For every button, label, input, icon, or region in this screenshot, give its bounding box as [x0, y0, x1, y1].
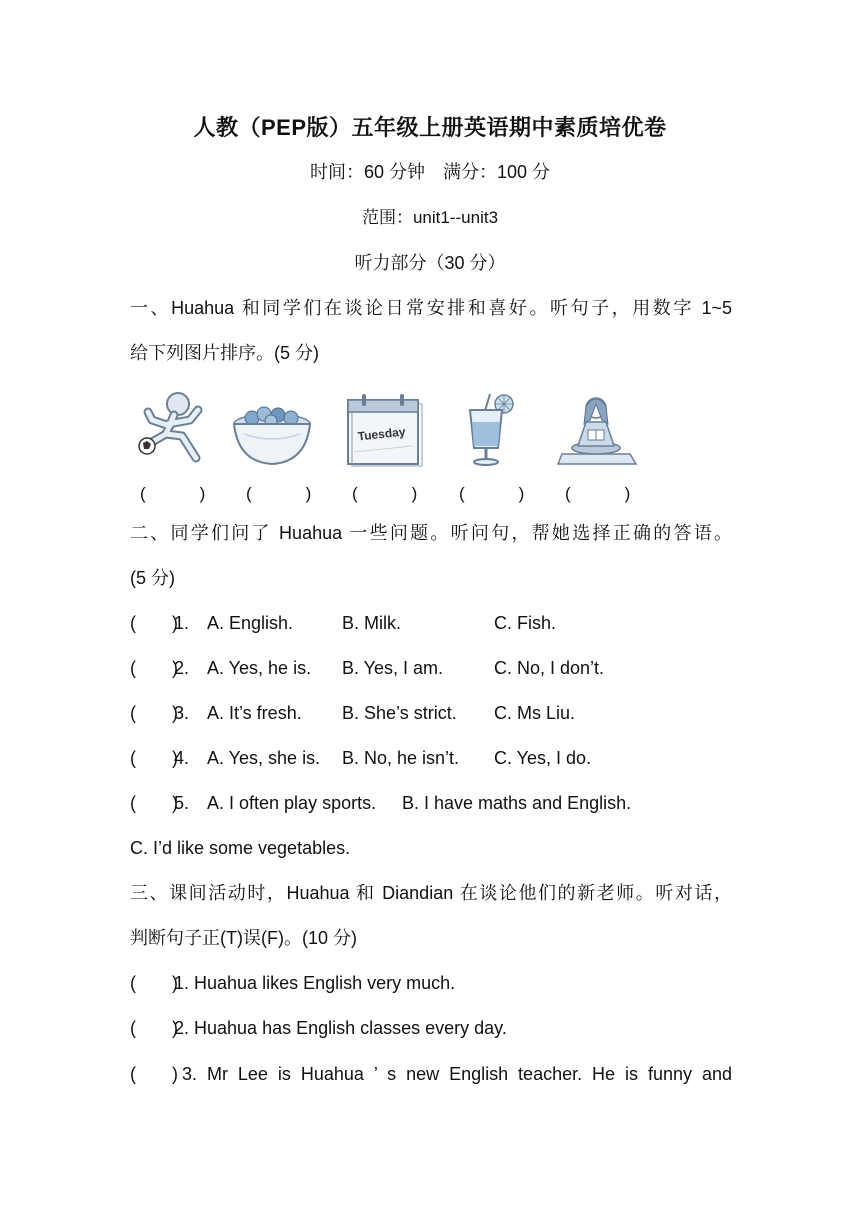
listening-section-title: 听力部分（30 分） — [354, 253, 506, 273]
question-row: ( )4. A. Yes, she is. B. No, he isn’t. C. Yes, I do. — [130, 748, 592, 768]
girl-reading-icon — [556, 390, 640, 470]
salad-bowl-icon — [230, 390, 314, 470]
answer-blank-5[interactable]: ( ) — [565, 484, 631, 503]
part1-instruction-line2: 给下列图片排序。(5 分) — [130, 343, 319, 363]
option-a: A. Yes, she is. — [207, 748, 321, 768]
football-kick-icon — [130, 390, 214, 470]
option-c: C. Fish. — [494, 613, 557, 633]
answer-blank-1[interactable]: ( ) — [140, 484, 206, 503]
answer-paren[interactable]: ( ) — [130, 1018, 178, 1038]
question-row: ( )3. A. It’s fresh. B. She’s strict. C. Ms Liu. — [130, 703, 576, 723]
option-b: B. Yes, I am. — [342, 658, 444, 678]
answer-paren[interactable]: ( ) — [130, 748, 178, 768]
juice-glass-icon — [444, 390, 528, 470]
option-c: C. Yes, I do. — [494, 748, 592, 768]
option-a: A. I often play sports. — [207, 793, 377, 813]
question-row: ( )1. A. English. B. Milk. C. Fish. — [130, 613, 557, 633]
option-c: C. No, I don’t. — [494, 658, 605, 678]
question-row: ( )2. A. Yes, he is. B. Yes, I am. C. No, I don’t. — [130, 658, 605, 678]
option-a: A. It’s fresh. — [207, 703, 302, 723]
time-info: 时间：60 分钟 满分：100 分 — [309, 162, 551, 182]
question-row: ( )5. A. I often play sports. B. I have maths and English. — [130, 793, 632, 813]
answer-blank-4[interactable]: ( ) — [459, 484, 525, 503]
part1-instruction-line1: 一、Huahua 和同学们在谈论日常安排和喜好。听句子，用数字 1~5 — [130, 298, 732, 318]
part2-instruction-line1: 二、同学们问了 Huahua 一些问题。听问句，帮她选择正确的答语。 — [130, 523, 732, 543]
calendar-text: Tuesday — [357, 424, 407, 444]
calendar-icon — [342, 390, 426, 470]
answer-blank-2[interactable]: ( ) — [246, 484, 312, 503]
tf-question-row: ( )1. Huahua likes English very much. — [130, 973, 456, 993]
part3-instruction-line2: 判断句子正(T)误(F)。(10 分) — [130, 928, 357, 948]
answer-paren[interactable]: ( ) — [130, 793, 178, 813]
tf-question-row: ( ) 3. Mr Lee is Huahua ’ s new English teacher. He is funny and — [130, 1064, 732, 1084]
option-b: B. I have maths and English. — [402, 793, 632, 813]
answer-paren[interactable]: ( ) — [130, 658, 178, 678]
answer-paren[interactable]: ( ) — [130, 613, 178, 633]
answer-paren[interactable]: ( ) — [130, 1064, 178, 1084]
part3-instruction-line1: 三、课间活动时，Huahua 和 Diandian 在谈论他们的新老师。听对话， — [130, 883, 732, 903]
option-c: C. Ms Liu. — [494, 703, 576, 723]
option-a: A. English. — [207, 613, 294, 633]
page-title: 人教（PEP版）五年级上册英语期中素质培优卷 — [193, 115, 667, 140]
scope-info: 范围：unit1--unit3 — [361, 208, 499, 227]
answer-paren[interactable]: ( ) — [130, 973, 178, 993]
tf-question-row: ( )2. Huahua has English classes every day. — [130, 1018, 507, 1038]
option-a: A. Yes, he is. — [207, 658, 312, 678]
option-c: C. I’d like some vegetables. — [130, 838, 351, 858]
part2-instruction-line2: (5 分) — [130, 568, 175, 588]
option-b: B. Milk. — [342, 613, 402, 633]
option-b: B. No, he isn’t. — [342, 748, 460, 768]
picture-row — [130, 390, 650, 470]
option-b: B. She’s strict. — [342, 703, 457, 723]
answer-paren[interactable]: ( ) — [130, 703, 178, 723]
answer-blank-3[interactable]: ( ) — [352, 484, 418, 503]
